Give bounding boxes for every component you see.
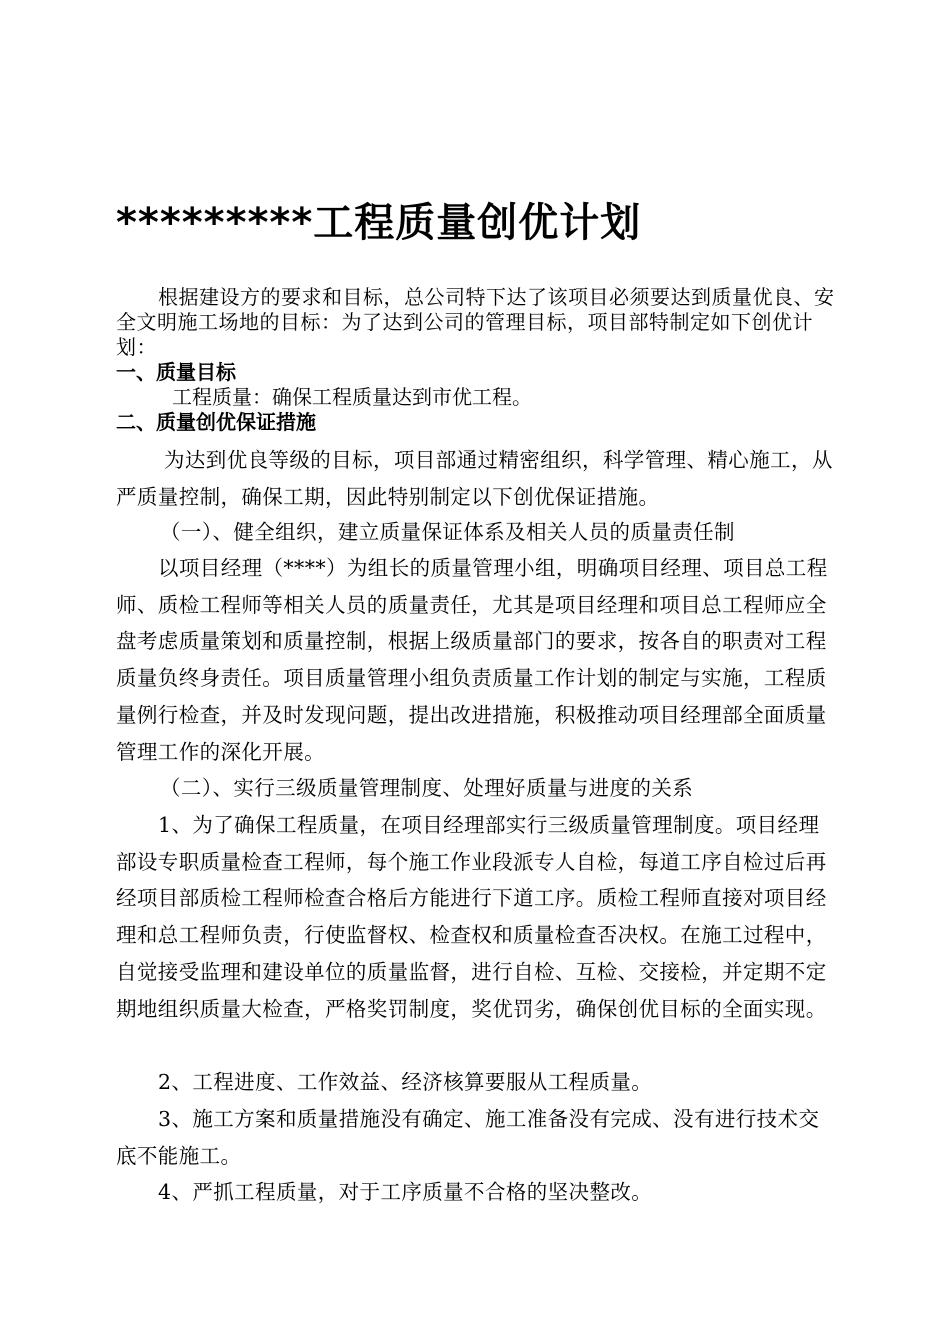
section-heading-quality-goal: 一、质量目标 [116, 360, 236, 384]
section-heading-quality-measures: 二、质量创优保证措施 [116, 410, 316, 434]
list-item-3: 3、施工方案和质量措施没有确定、施工准备没有完成、没有进行技术交底不能施工。 [116, 1107, 820, 1168]
list-item-1: 1、为了确保工程质量，在项目经理部实行三级质量管理制度。项目经理部设专职质量检查工程师，每个施工作业段派专人自检，每道工序自检过后再经项目部质检工程师检查合格后方能进行下道工序。质检工程师直接对项目经理和总工程师负责，行使监督权、检查权和质量检查否决权。在施工过程中，自觉接受监理和建设单位的质量监督，进行自检、互检、交接检，并定期不定期地组织质量大检查，严格奖罚制度，奖优罚劣，确保创优目标的全面实现。 [116, 813, 827, 1021]
document-title: *********工程质量创优计划 [116, 200, 642, 246]
measures-intro-paragraph: 为达到优良等级的目标，项目部通过精密组织，科学管理、精心施工，从严质量控制，确保工期，因此特别制定以下创优保证措施。 [116, 448, 833, 509]
organization-paragraph: 以项目经理（****）为组长的质量管理小组，明确项目经理、项目总工程师、质检工程师等相关人员的质量责任，尤其是项目经理和项目总工程师应全盘考虑质量策划和质量控制，根据上级质量部门的要求，按各自的职责对工程质量负终身责任。项目质量管理小组负责质量工作计划的制定与实施，工程质量例行检查，并及时发现问题，提出改进措施，积极推动项目经理部全面质量管理工作的深化开展。 [116, 556, 828, 764]
quality-goal-text: 工程质量：确保工程质量达到市优工程。 [172, 385, 532, 409]
list-item-2: 2、工程进度、工作效益、经济核算要服从工程质量。 [158, 1070, 653, 1094]
list-item-4: 4、严抓工程质量，对于工序质量不合格的坚决整改。 [158, 1180, 653, 1204]
subsection-heading-three-level-management: （二）、实行三级质量管理制度、处理好质量与进度的关系 [160, 776, 694, 800]
subsection-heading-organization: （一）、健全组织，建立质量保证体系及相关人员的质量责任制 [160, 520, 735, 544]
intro-paragraph: 根据建设方的要求和目标，总公司特下达了该项目必须要达到质量优良、安全文明施工场地的目标：为了达到公司的管理目标，项目部特制定如下创优计划： [116, 285, 835, 359]
